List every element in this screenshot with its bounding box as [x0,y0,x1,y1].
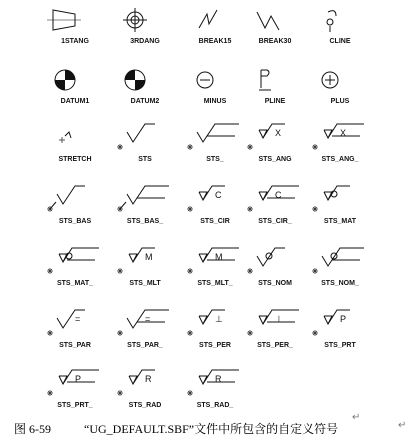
symbol-cell [240,308,310,362]
stretch-icon [45,122,105,154]
symbol-label: BREAK30 [258,38,292,45]
surface-texture-radial-bar-icon [185,368,245,400]
symbol-cell [110,308,180,362]
symbol-label: STS_MLT_ [197,280,233,287]
symbol-cell [110,184,180,238]
surface-texture-circular-icon [185,184,245,216]
symbol-label: STS_MAT_ [56,280,94,287]
symbol-label: STS_ [206,156,224,163]
surface-texture-basic-icon [45,184,105,216]
figure-caption [0,412,408,438]
symbol-cell [40,64,110,118]
symbol-label: STS_PRT_ [57,402,93,409]
symbol-cell [305,246,375,300]
symbol-cell [240,64,310,118]
minus-icon [185,64,245,96]
surface-texture-multidirectional-icon [115,246,175,278]
surface-texture-material-bar-icon [45,246,105,278]
symbol-cell [305,122,375,176]
plus-icon [310,64,370,96]
symbol-label: STS_NOM [258,280,292,287]
svg-text:X: X [275,128,282,138]
symbol-cell [240,122,310,176]
paragraph-mark-icon: ↵ [352,412,361,423]
surface-texture-angular-icon [245,122,305,154]
symbol-label: STS_PER_ [257,342,293,349]
symbol-label: STS_PER [199,342,231,349]
symbol-label: STS_BAS_ [126,218,164,225]
symbol-label: CLINE [329,38,351,45]
surface-texture-perpendicular-bar-icon [245,308,305,340]
symbol-label: STS_PAR_ [127,342,163,349]
surface-texture-bar-icon [185,122,245,154]
symbol-label: 3RDANG [130,38,160,45]
symbol-label: 1STANG [61,38,89,45]
surface-texture-parallel-bar-icon [115,308,175,340]
figure-number: 图 6-59 [14,422,51,436]
symbol-label: MINUS [203,98,227,105]
svg-text:R: R [215,374,222,384]
surface-texture-parallel-icon [45,308,105,340]
symbol-cell [40,4,110,58]
symbol-label: STS_NOM_ [321,280,359,287]
first-angle-projection-icon [45,4,105,36]
symbol-label: STS_RAD [128,402,162,409]
symbol-label: STS_RAD_ [196,402,234,409]
svg-text:C: C [215,190,222,200]
symbol-label: DATUM2 [130,98,160,105]
paragraph-mark-icon: ↵ [398,420,407,431]
surface-texture-particulate-icon [310,308,370,340]
symbol-cell [240,184,310,238]
surface-texture-perpendicular-icon [185,308,245,340]
symbol-cell [110,122,180,176]
symbol-label: STS_CIR [200,218,230,225]
symbol-label: STS_ANG_ [321,156,359,163]
surface-texture-radial-icon [115,368,175,400]
datum-target-2-icon [115,64,175,96]
surface-texture-basic-bar-icon [115,184,175,216]
property-line-icon [245,64,305,96]
svg-text:⊥: ⊥ [275,314,283,324]
svg-text:=: = [145,314,151,324]
svg-text:=: = [75,314,81,324]
surface-texture-icon [115,122,175,154]
svg-text:⊥: ⊥ [215,314,223,324]
symbol-cell [305,308,375,362]
surface-texture-nominal-bar-icon [310,246,370,278]
symbol-cell [305,184,375,238]
symbol-cell [305,4,375,58]
svg-text:P: P [340,314,347,324]
svg-text:X: X [340,128,347,138]
symbol-cell [110,64,180,118]
svg-text:M: M [215,252,223,262]
symbol-label: STS_PRT [324,342,356,349]
symbol-cell [110,246,180,300]
svg-text:P: P [75,374,82,384]
symbol-label: STS_PAR [59,342,91,349]
symbol-label: STS_BAS [58,218,92,225]
symbol-cell [40,184,110,238]
svg-text:R: R [145,374,152,384]
centerline-icon [310,4,370,36]
symbol-cell [110,4,180,58]
svg-text:M: M [145,252,153,262]
symbol-cell [180,368,250,422]
symbol-cell [40,122,110,176]
figure-title: “UG_DEFAULT.SBF”文件中所包含的自定义符号 [84,422,339,436]
symbol-label: PLINE [264,98,286,105]
symbol-cell [40,308,110,362]
surface-texture-nominal-icon [245,246,305,278]
symbol-label: DATUM1 [60,98,90,105]
datum-target-1-icon [45,64,105,96]
symbol-label: STS_ANG [258,156,292,163]
symbol-cell [240,4,310,58]
symbol-cell [40,368,110,422]
symbol-label: STRETCH [58,156,92,163]
surface-texture-circular-bar-icon [245,184,305,216]
surface-texture-angular-bar-icon [310,122,370,154]
surface-texture-particulate-bar-icon [45,368,105,400]
svg-text:C: C [275,190,282,200]
symbol-cell [110,368,180,422]
symbol-label: STS_CIR_ [258,218,292,225]
break-15-icon [185,4,245,36]
break-30-icon [245,4,305,36]
symbol-label: STS_MAT [323,218,357,225]
third-angle-projection-icon [115,4,175,36]
surface-texture-multidirectional-bar-icon [185,246,245,278]
symbol-cell [40,246,110,300]
symbol-label: STS [138,156,152,163]
symbol-label: BREAK15 [198,38,232,45]
surface-texture-material-icon [310,184,370,216]
symbol-cell [240,246,310,300]
symbol-label: PLUS [330,98,350,105]
symbol-cell [305,64,375,118]
symbol-label: STS_MLT [129,280,161,287]
